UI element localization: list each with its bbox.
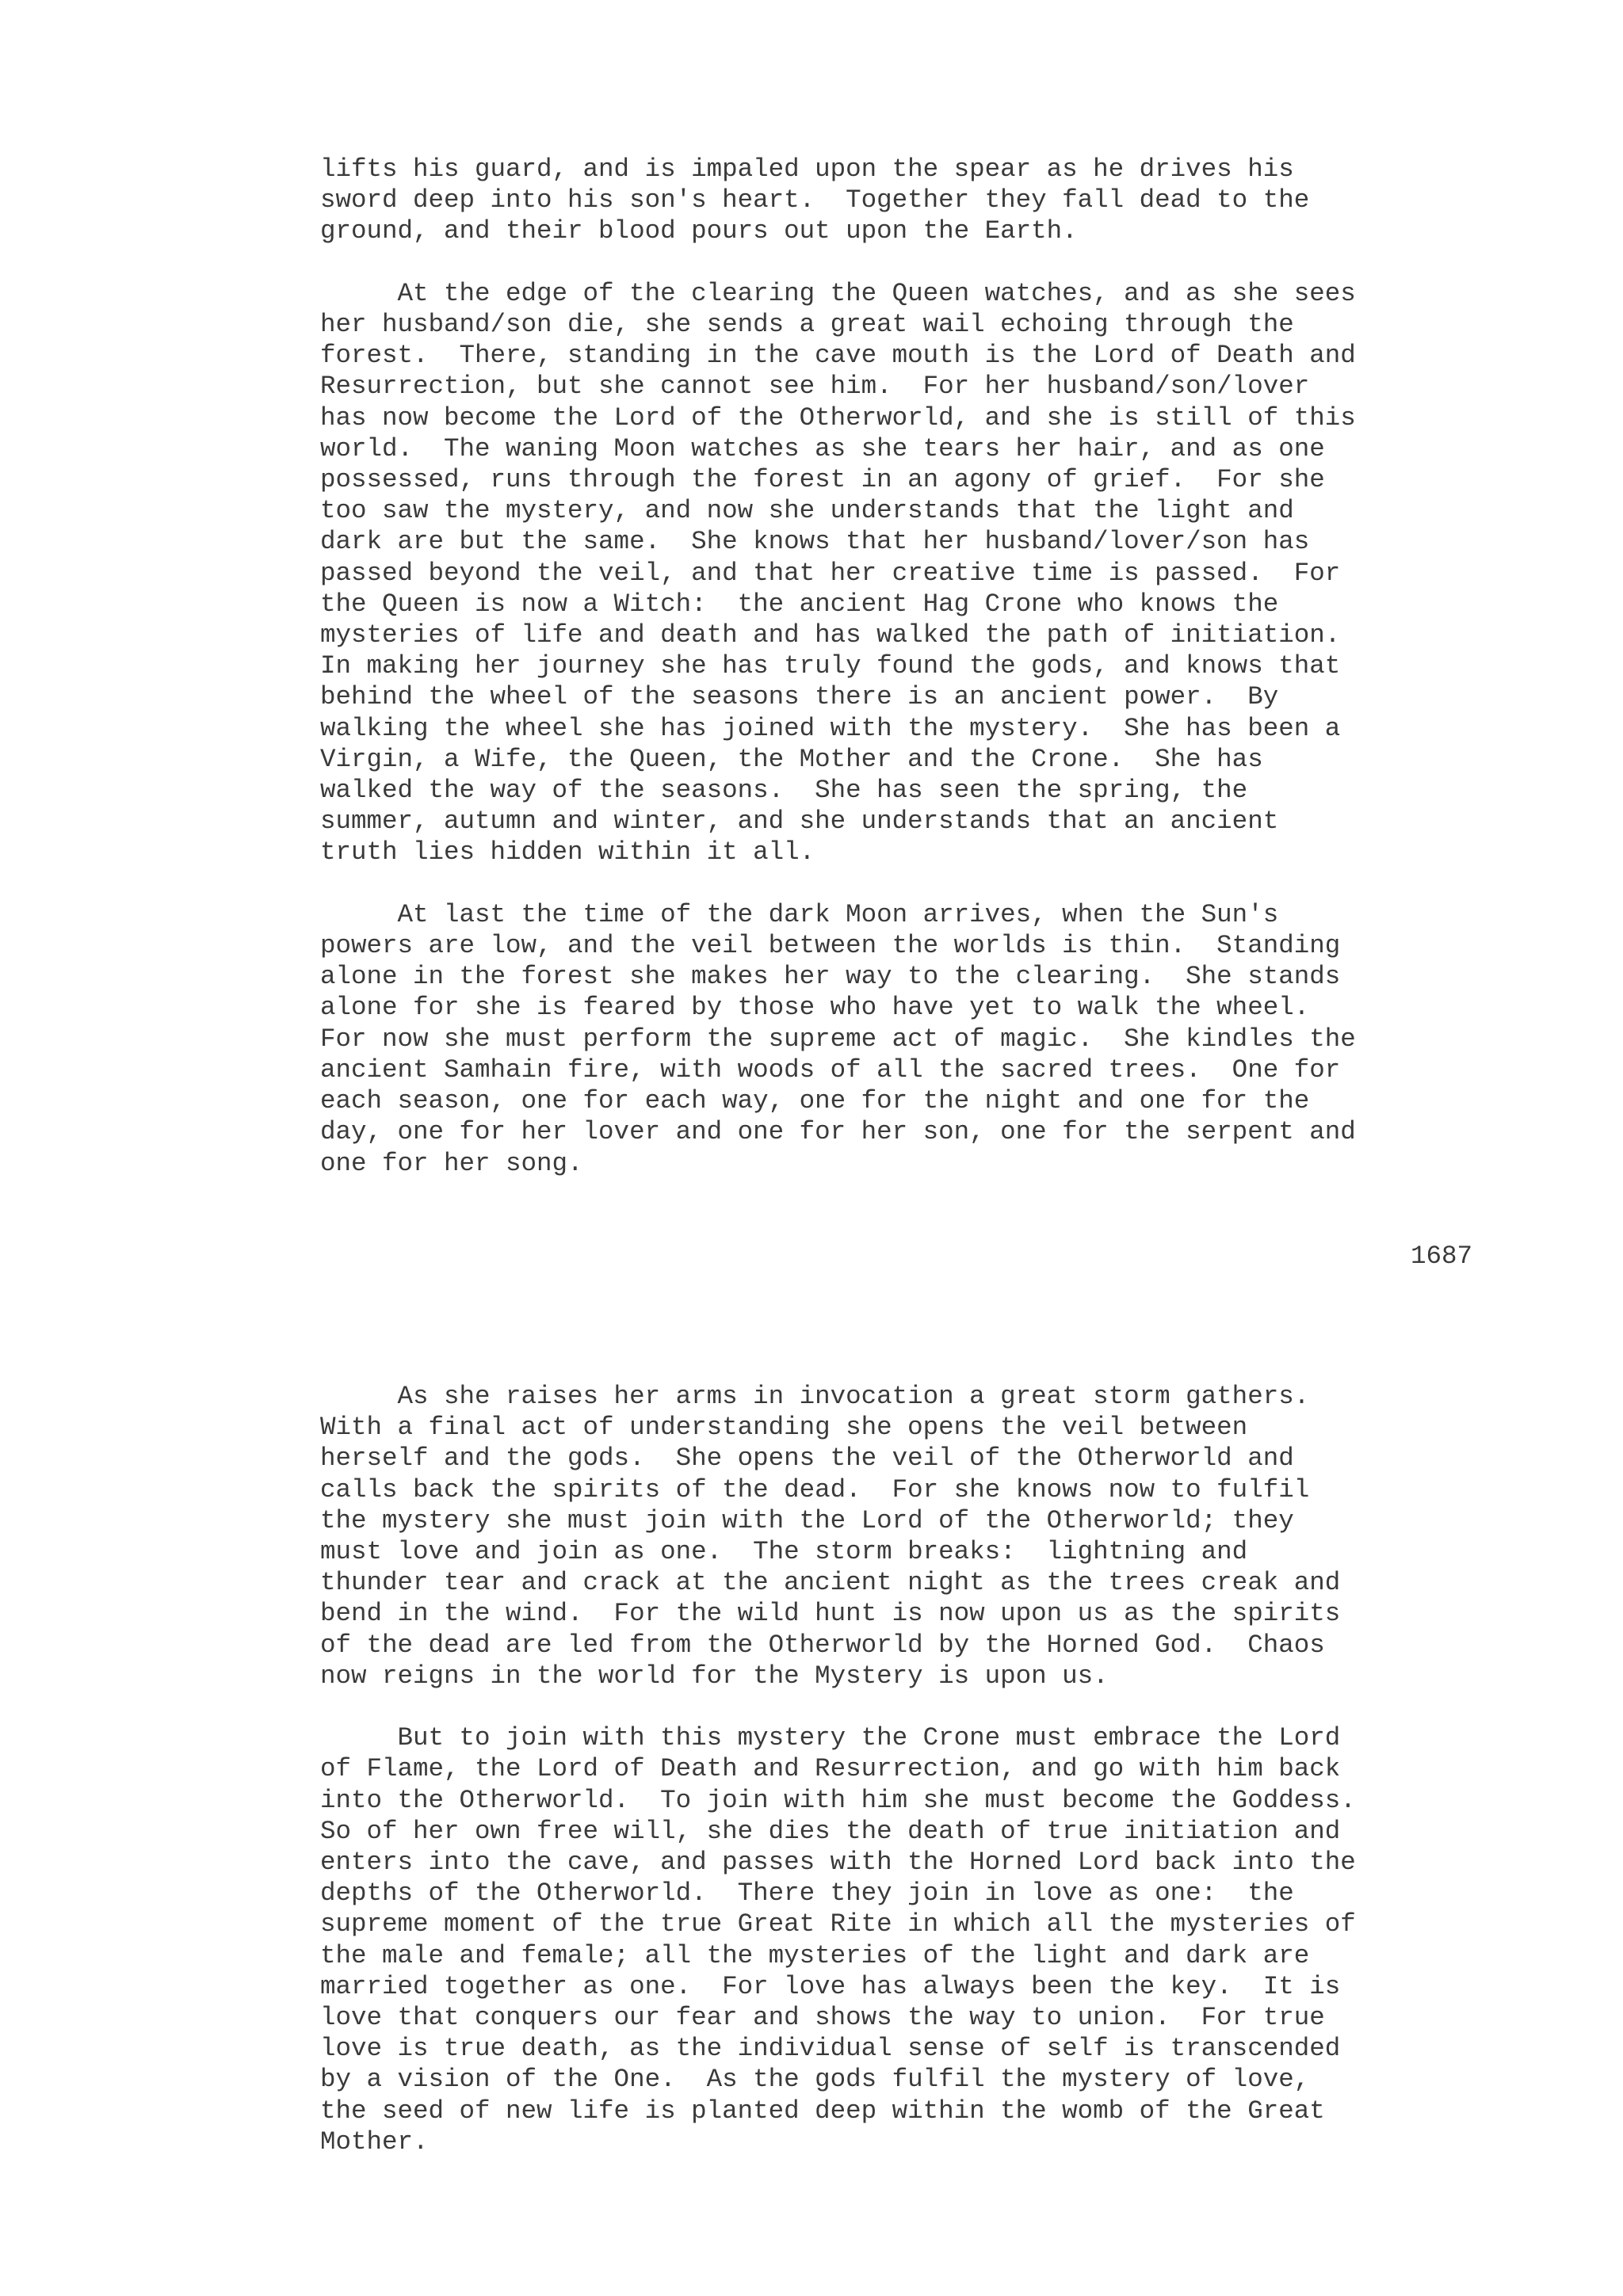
page-top-text: lifts his guard, and is impaled upon the spear as he drives his sword deep into his son's heart. Together they fall dead to the ground, and their blood pours out upon the Earth. At the edge of the clearing the Queen watches, and as she sees her husband/son die, she sends a great wail echoing through the forest. There, standing in the cave mouth is the Lord of Death and Resurrection, but she cannot see him. For her husband/son/lover has now become the Lord of the Otherworld, and she is still of this world. The waning Moon watches as she tears her hair, and as one possessed, runs through the forest in an agony of grief. For she too saw the mystery, and now she understands that the light and dark are but the same. She knows that her husband/lover/son has passed beyond the veil, and that her creative time is passed. For the Queen is now a Witch: the ancient Hag Crone who knows the mysteries of life and death and has walked the path of initiation. In making her journey she has truly found the gods, and knows that behind the wheel of the seasons there is an ancient power. By walking the wheel she has joined with the mystery. She has been a Virgin, a Wife, the Queen, the Mother and the Crone. She has walked the way of the seasons. She has seen the spring, the summer, autumn and winter, and she understands that an ancient truth lies hidden within it all. At last the time of the dark Moon arrives, when the Sun's powers are low, and the veil between the worlds is thin. Standing alone in the forest she makes her way to the clearing. She stands alone for she is feared by those who have yet to walk the wheel. For now she must perform the supreme act of magic. She kindles the ancient Samhain fire, with woods of all the sacred trees. One for each season, one for each way, one for the night and one for the day, one for her lover and one for her son, one for the serpent and one for her song. — [320, 154, 1356, 1178]
page-number: 1687 — [1410, 1241, 1472, 1271]
page-bottom-text: As she raises her arms in invocation a great storm gathers. With a final act of understanding she opens the veil between herself and the gods. She opens the veil of the Otherworld and calls back the spirits of the dead. For she knows now to fulfil the mystery she must join with the Lord of the Otherworld; they must love and join as one. The storm breaks: lightning and thunder tear and crack at the ancient night as the trees creak and bend in the wind. For the wild hunt is now upon us as the spirits of the dead are led from the Otherworld by the Horned God. Chaos now reigns in the world for the Mystery is upon us. But to join with this mystery the Crone must embrace the Lord of Flame, the Lord of Death and Resurrection, and go with him back into the Otherworld. To join with him she must become the Goddess. So of her own free will, she dies the death of true initiation and enters into the cave, and passes with the Horned Lord back into the depths of the Otherworld. There they join in love as one: the supreme moment of the true Great Rite in which all the mysteries of the male and female; all the mysteries of the light and dark are married together as one. For love has always been the key. It is love that conquers our fear and shows the way to union. For true love is true death, as the individual sense of self is transcended by a vision of the One. As the gods fulfil the mystery of love, the seed of new life is planted deep within the womb of the Great Mother. — [320, 1382, 1356, 2157]
